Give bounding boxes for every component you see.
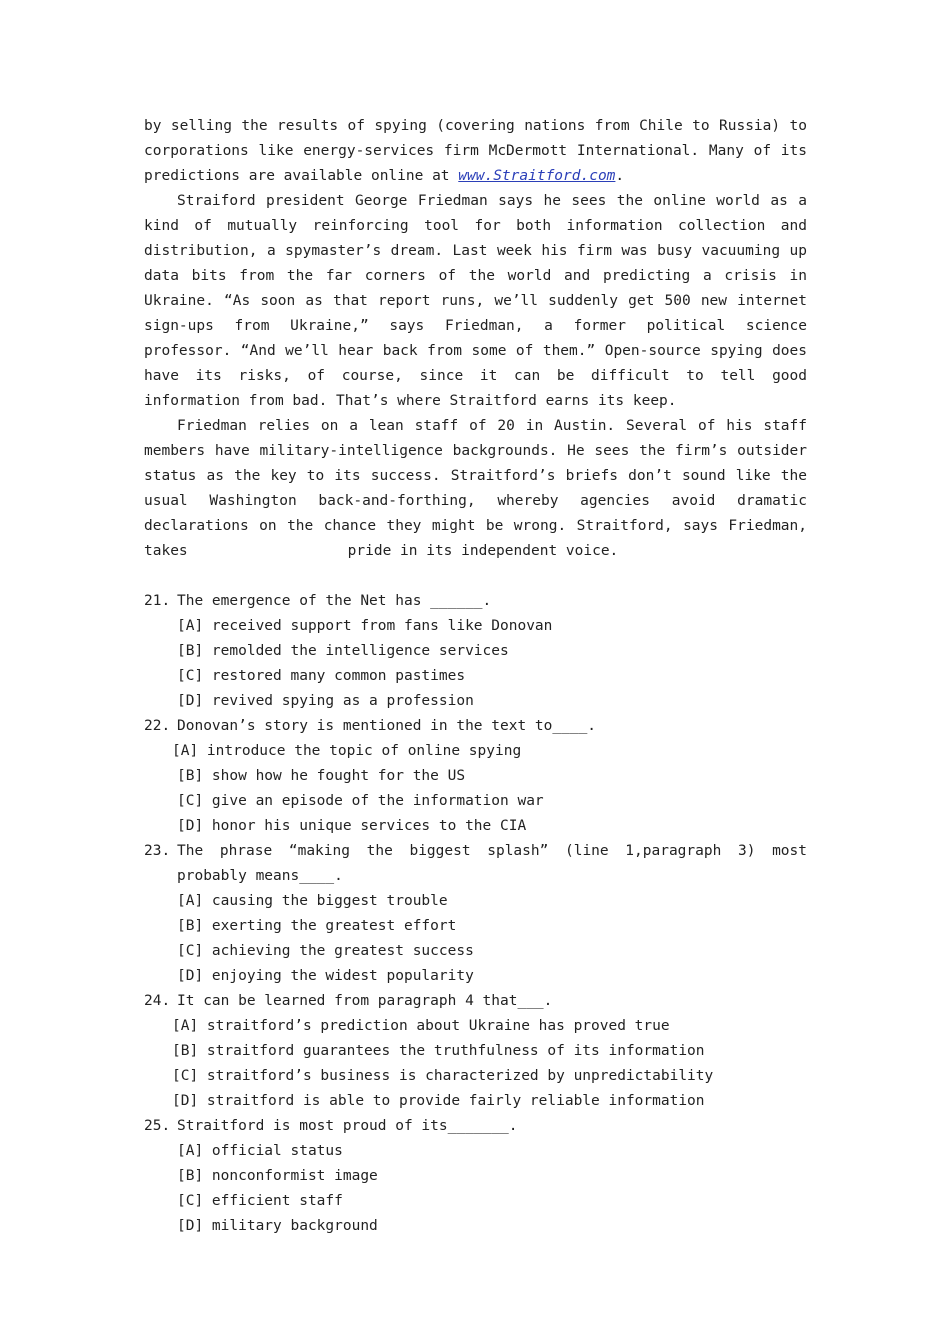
question-22 xyxy=(144,714,807,839)
question-stem: Straitford is most proud of its_______. xyxy=(177,1118,518,1134)
passage-paragraph-2: Straiford president George Friedman says he sees the online world as a kind of mutually reinforcing tool for both information collection and distribution, a spymaster’s dream. Last week his firm was busy vacuuming up data bits from the far corners of the world and predicting a crisis in Ukraine. “As soon as that report runs, we’ll suddenly get 500 new internet sign-ups from Ukraine,” says Friedman, a former political science professor. “And we’ll hear back from some of them.” Open-source spying does have its risks, of course, since it can be difficult to tell good information from bad. That’s where Straitford earns its keep. xyxy=(144,193,807,409)
option-b[interactable]: [B] show how he fought for the US xyxy=(177,768,466,784)
question-number: 25. xyxy=(144,1118,171,1134)
paragraph-text: by selling the results of spying (covering nations from Chile to Russia) to corporations like energy-services firm McDermott International. Many of its predictions are available online at xyxy=(144,118,807,184)
option-d[interactable]: [D] revived spying as a profession xyxy=(177,693,474,709)
passage-paragraph-1 xyxy=(144,114,807,189)
option-c[interactable]: [C] straitford’s business is characterized by unpredictability xyxy=(172,1068,714,1084)
option-d[interactable]: [D] military background xyxy=(177,1218,378,1234)
question-23 xyxy=(144,839,807,989)
paragraph-text: pride in its independent voice. xyxy=(347,543,619,559)
question-stem: Donovan’s story is mentioned in the text to____. xyxy=(177,718,597,734)
option-c[interactable]: [C] give an episode of the information war xyxy=(177,793,544,809)
question-number: 23. xyxy=(144,843,171,859)
section-gap xyxy=(144,564,807,589)
option-d[interactable]: [D] enjoying the widest popularity xyxy=(177,968,474,984)
question-25 xyxy=(144,1114,807,1239)
option-a[interactable]: [A] introduce the topic of online spying xyxy=(172,743,522,759)
straitford-link[interactable]: www.Straitford.com xyxy=(458,168,616,184)
option-b[interactable]: [B] straitford guarantees the truthfulness of its information xyxy=(172,1043,705,1059)
option-a[interactable]: [A] causing the biggest trouble xyxy=(177,893,448,909)
question-21 xyxy=(144,589,807,714)
option-c[interactable]: [C] achieving the greatest success xyxy=(177,943,474,959)
option-c[interactable]: [C] restored many common pastimes xyxy=(177,668,466,684)
option-a[interactable]: [A] received support from fans like Donovan xyxy=(177,618,553,634)
option-d[interactable]: [D] honor his unique services to the CIA xyxy=(177,818,527,834)
question-24 xyxy=(144,989,807,1114)
option-b[interactable]: [B] remolded the intelligence services xyxy=(177,643,509,659)
passage-paragraph-3 xyxy=(144,414,807,564)
question-stem: The phrase “making the biggest splash” (line 1,paragraph 3) most probably means____. xyxy=(177,843,807,884)
option-d[interactable]: [D] straitford is able to provide fairly reliable information xyxy=(172,1093,705,1109)
option-b[interactable]: [B] nonconformist image xyxy=(177,1168,378,1184)
question-stem: It can be learned from paragraph 4 that___. xyxy=(177,993,553,1009)
paragraph-end: . xyxy=(615,168,625,184)
question-number: 21. xyxy=(144,593,171,609)
option-b[interactable]: [B] exerting the greatest effort xyxy=(177,918,457,934)
option-a[interactable]: [A] straitford’s prediction about Ukraine has proved true xyxy=(172,1018,670,1034)
option-a[interactable]: [A] official status xyxy=(177,1143,343,1159)
question-number: 24. xyxy=(144,993,171,1009)
document-page xyxy=(144,114,807,1239)
question-number: 22. xyxy=(144,718,171,734)
paragraph-text: Friedman relies on a lean staff of 20 in Austin. Several of his staff members have military-intelligence backgrounds. He sees the firm’s outsider status as the key to its success. Straitford’s briefs don’t sound like the usual Washington back-and-forthing, whereby agencies avoid dramatic declarations on the chance they might be wrong. Straitford, says Friedman, takes xyxy=(144,418,807,559)
question-stem: The emergence of the Net has ______. xyxy=(177,593,492,609)
option-c[interactable]: [C] efficient staff xyxy=(177,1193,343,1209)
